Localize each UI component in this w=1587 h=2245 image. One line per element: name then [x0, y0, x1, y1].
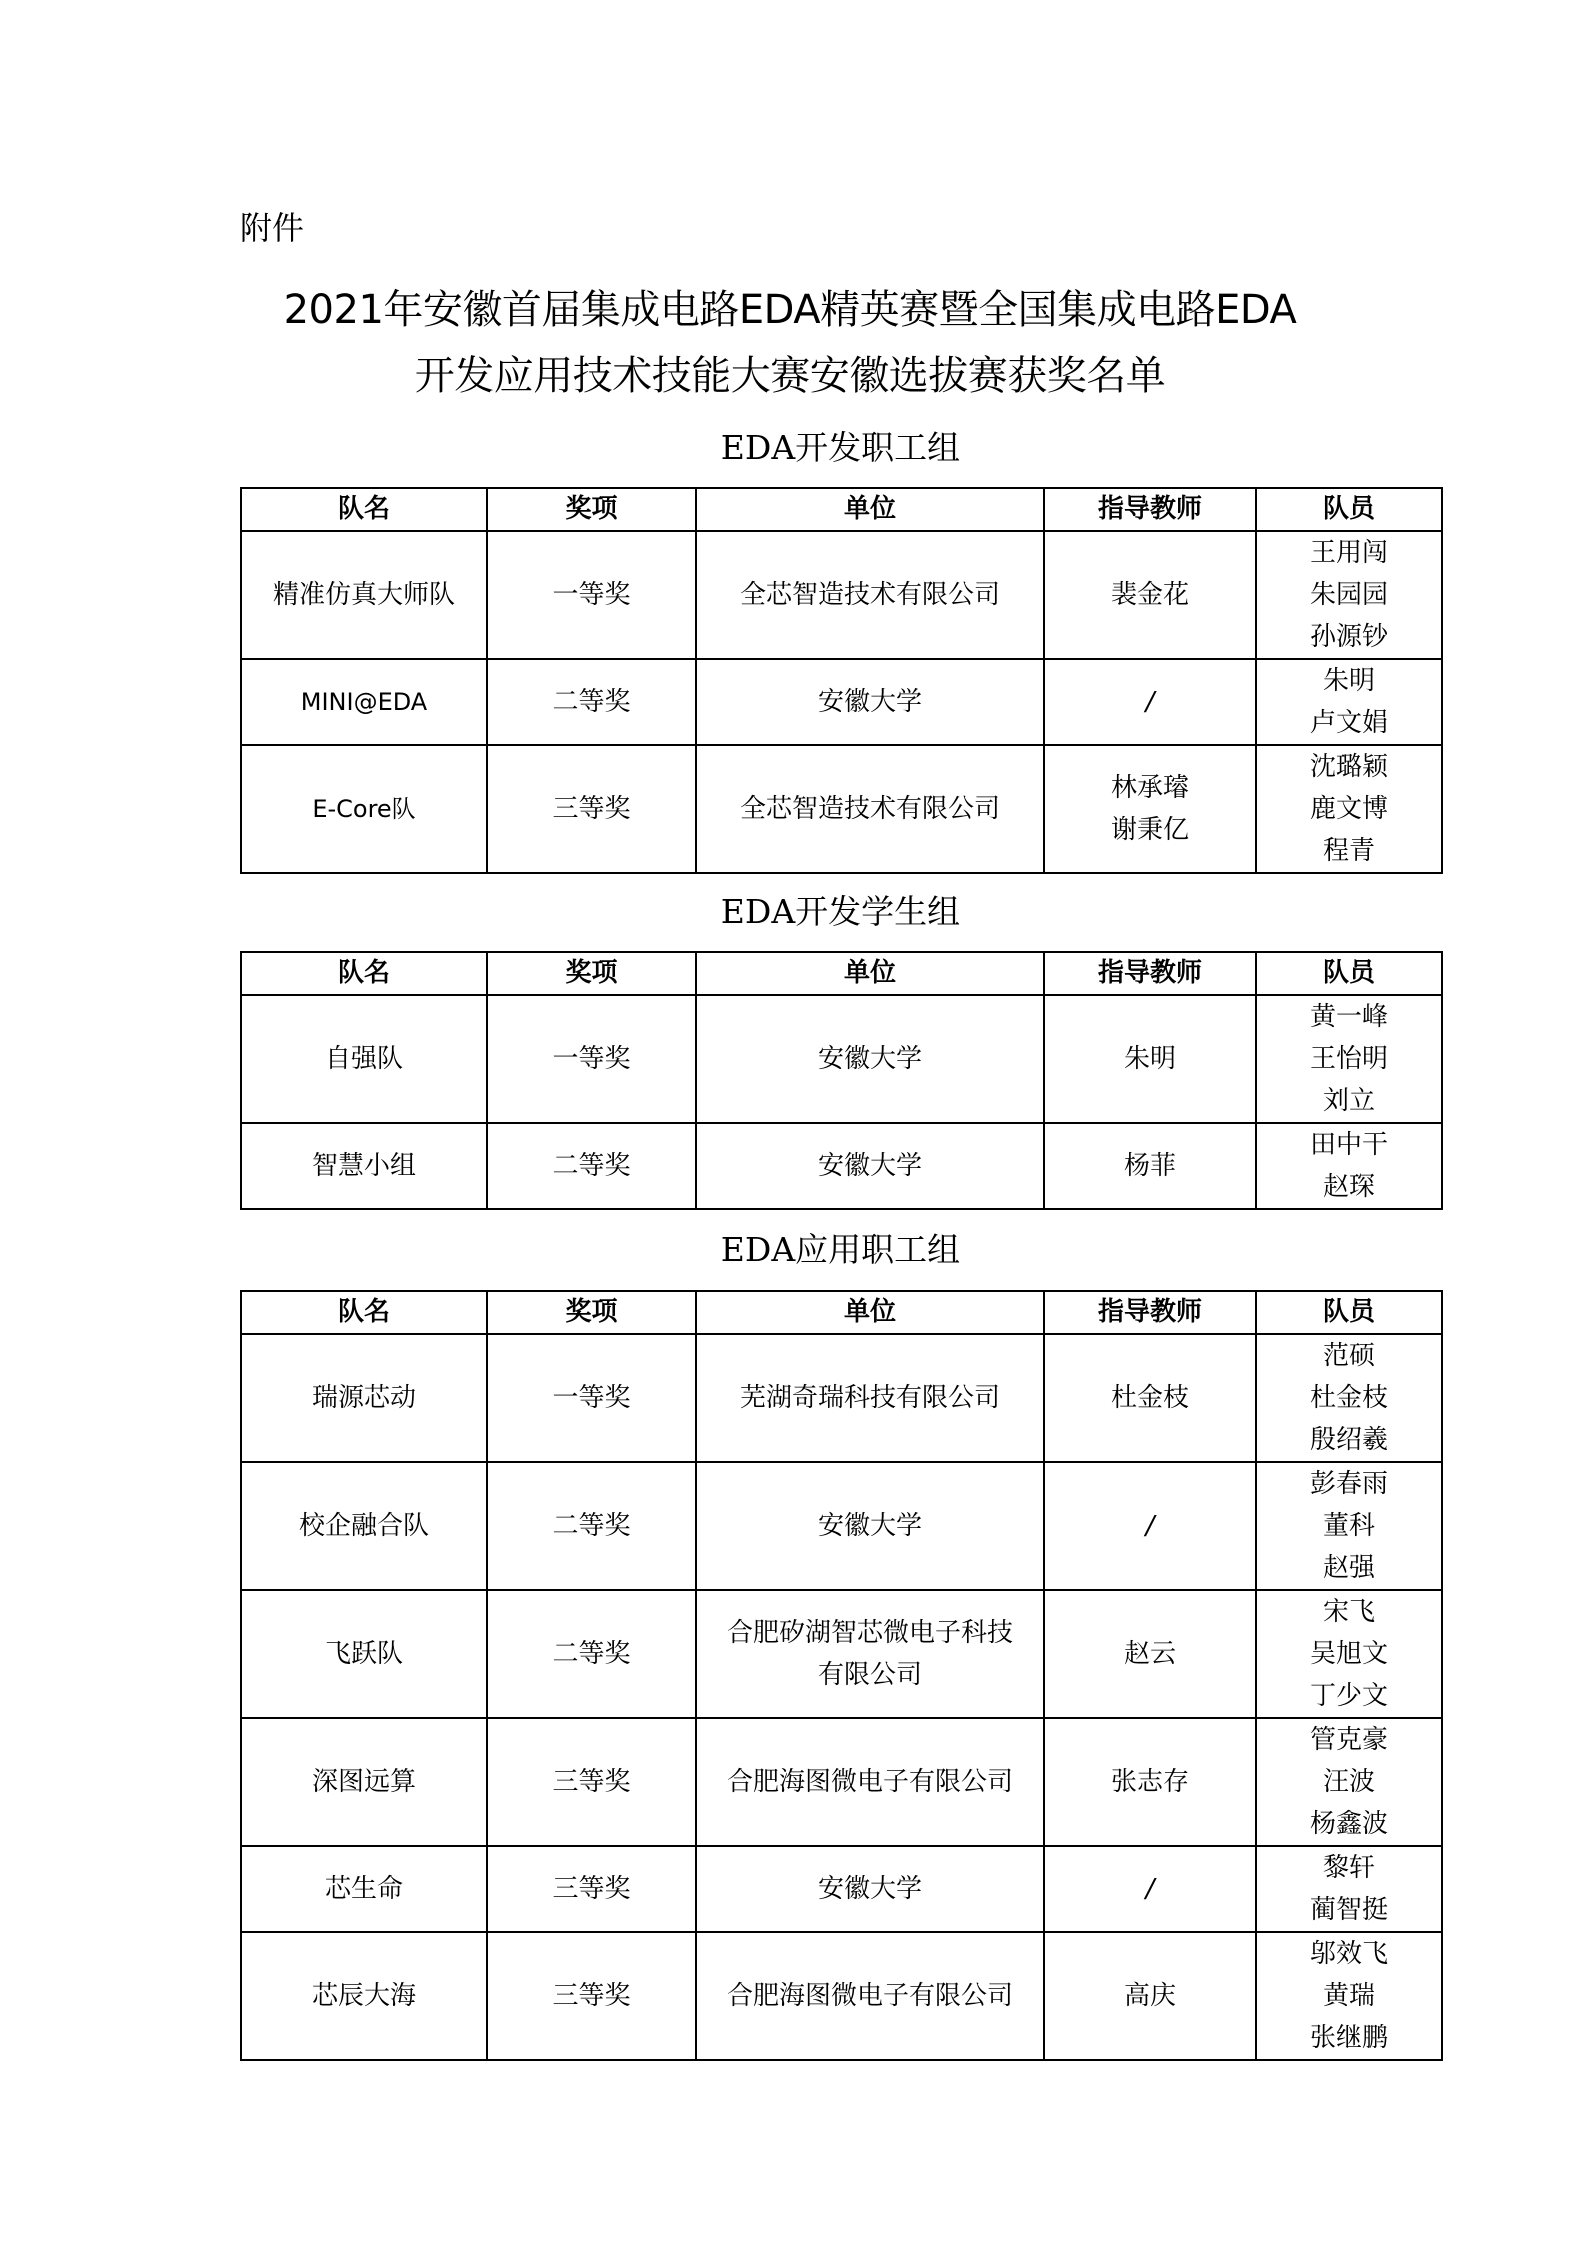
attachment-label: 附件 — [240, 209, 305, 247]
table-header-row — [241, 1291, 1442, 1334]
member-name: 张继鹏 — [1309, 2023, 1388, 2053]
table-header-row — [241, 952, 1442, 995]
column-header-team: 队名 — [241, 1291, 487, 1334]
member-name: 卢文娟 — [1309, 708, 1388, 738]
member-name: 黎轩 — [1322, 1853, 1375, 1883]
advisor — [1044, 1123, 1256, 1209]
table-row — [241, 1932, 1442, 2060]
unit-name: 安徽大学 — [696, 1846, 1044, 1932]
advisor-name: 杜金枝 — [1110, 1383, 1189, 1413]
column-header-award: 奖项 — [487, 488, 696, 531]
award-level: 二等奖 — [487, 1590, 696, 1718]
table-row — [241, 531, 1442, 659]
column-header-advisor: 指导教师 — [1044, 488, 1256, 531]
team-name: E-Core队 — [241, 745, 487, 873]
member-name: 朱明 — [1322, 666, 1375, 696]
members — [1256, 1590, 1442, 1718]
advisor — [1044, 1334, 1256, 1462]
member-name: 王用闯 — [1309, 538, 1388, 568]
document-title-line-1: 2021年安徽首届集成电路EDA精英赛暨全国集成电路EDA — [283, 287, 1297, 333]
award-level: 一等奖 — [487, 1334, 696, 1462]
table-row — [241, 1123, 1442, 1209]
team-name: 芯辰大海 — [241, 1932, 487, 2060]
members — [1256, 1123, 1442, 1209]
members — [1256, 659, 1442, 745]
award-level: 二等奖 — [487, 1123, 696, 1209]
advisor — [1044, 1718, 1256, 1846]
member-name: 鹿文博 — [1309, 794, 1388, 824]
column-header-award: 奖项 — [487, 952, 696, 995]
unit-name: 合肥海图微电子有限公司 — [696, 1932, 1044, 2060]
section-title-dev-student: EDA开发学生组 — [720, 892, 961, 931]
column-header-members: 队员 — [1256, 488, 1442, 531]
advisor — [1044, 1846, 1256, 1932]
section-title-app-staff: EDA应用职工组 — [720, 1230, 961, 1269]
unit-name: 合肥海图微电子有限公司 — [696, 1718, 1044, 1846]
unit-name: 安徽大学 — [696, 659, 1044, 745]
member-name: 丁少文 — [1309, 1681, 1388, 1711]
advisor — [1044, 1462, 1256, 1590]
member-name: 田中干 — [1309, 1130, 1388, 1160]
table-row — [241, 1718, 1442, 1846]
award-level: 一等奖 — [487, 995, 696, 1123]
unit-name: 合肥矽湖智芯微电子科技有限公司 — [696, 1590, 1044, 1718]
member-name: 王怡明 — [1309, 1044, 1388, 1074]
table-row — [241, 659, 1442, 745]
team-name: 自强队 — [241, 995, 487, 1123]
advisor-name: 高庆 — [1123, 1981, 1176, 2011]
column-header-team: 队名 — [241, 488, 487, 531]
award-level: 一等奖 — [487, 531, 696, 659]
member-name: 孙源钞 — [1309, 622, 1388, 652]
column-header-unit: 单位 — [696, 488, 1044, 531]
document-title-line-2: 开发应用技术技能大赛安徽选拔赛获奖名单 — [414, 353, 1166, 399]
member-name: 彭春雨 — [1309, 1469, 1388, 1499]
members — [1256, 1462, 1442, 1590]
unit-name: 安徽大学 — [696, 1462, 1044, 1590]
member-name: 刘立 — [1322, 1086, 1375, 1116]
members — [1256, 745, 1442, 873]
member-name: 殷绍羲 — [1309, 1425, 1388, 1455]
team-name: 芯生命 — [241, 1846, 487, 1932]
table-row — [241, 1846, 1442, 1932]
advisor — [1044, 745, 1256, 873]
award-table-app-staff — [240, 1290, 1443, 2061]
award-level: 三等奖 — [487, 1718, 696, 1846]
table-row — [241, 1590, 1442, 1718]
section-title-dev-staff: EDA开发职工组 — [720, 428, 961, 467]
advisor-name: 谢秉亿 — [1110, 815, 1189, 845]
award-table-dev-staff — [240, 487, 1443, 874]
member-name: 沈璐颖 — [1309, 752, 1388, 782]
member-name: 程青 — [1322, 836, 1375, 866]
table-row — [241, 1334, 1442, 1462]
advisor — [1044, 531, 1256, 659]
advisor-name: 杨菲 — [1123, 1151, 1176, 1181]
column-header-team: 队名 — [241, 952, 487, 995]
team-name: 飞跃队 — [241, 1590, 487, 1718]
advisor-name: 朱明 — [1123, 1044, 1176, 1074]
table-header-row — [241, 488, 1442, 531]
member-name: 杨鑫波 — [1309, 1809, 1388, 1839]
advisor-name: 赵云 — [1123, 1639, 1176, 1669]
award-table-dev-student — [240, 951, 1443, 1210]
member-name: 邬效飞 — [1309, 1939, 1388, 1969]
members — [1256, 995, 1442, 1123]
members — [1256, 1334, 1442, 1462]
member-name: 董科 — [1322, 1511, 1375, 1541]
member-name: 汪波 — [1322, 1767, 1375, 1797]
advisor — [1044, 1932, 1256, 2060]
member-name: 蔺智挺 — [1309, 1895, 1388, 1925]
member-name: 吴旭文 — [1309, 1639, 1388, 1669]
column-header-award: 奖项 — [487, 1291, 696, 1334]
team-name: 智慧小组 — [241, 1123, 487, 1209]
advisor-name: 林承璿 — [1110, 773, 1189, 803]
member-name: 杜金枝 — [1309, 1383, 1388, 1413]
award-level: 三等奖 — [487, 1846, 696, 1932]
member-name: 黄瑞 — [1322, 1981, 1375, 2011]
advisor-name: / — [1145, 687, 1155, 717]
unit-name: 全芯智造技术有限公司 — [696, 531, 1044, 659]
unit-name: 芜湖奇瑞科技有限公司 — [696, 1334, 1044, 1462]
member-name: 宋飞 — [1322, 1597, 1375, 1627]
members — [1256, 1718, 1442, 1846]
member-name: 黄一峰 — [1309, 1002, 1388, 1032]
advisor-name: / — [1145, 1874, 1155, 1904]
award-level: 三等奖 — [487, 1932, 696, 2060]
award-level: 二等奖 — [487, 1462, 696, 1590]
column-header-unit: 单位 — [696, 952, 1044, 995]
members — [1256, 531, 1442, 659]
members — [1256, 1846, 1442, 1932]
team-name: 瑞源芯动 — [241, 1334, 487, 1462]
team-name: 深图远算 — [241, 1718, 487, 1846]
column-header-advisor: 指导教师 — [1044, 1291, 1256, 1334]
unit-name: 全芯智造技术有限公司 — [696, 745, 1044, 873]
member-name: 管克豪 — [1309, 1725, 1388, 1755]
team-name: 精准仿真大师队 — [241, 531, 487, 659]
member-name: 范硕 — [1322, 1341, 1375, 1371]
advisor-name: 张志存 — [1110, 1767, 1189, 1797]
column-header-members: 队员 — [1256, 952, 1442, 995]
advisor — [1044, 1590, 1256, 1718]
team-name: 校企融合队 — [241, 1462, 487, 1590]
award-level: 二等奖 — [487, 659, 696, 745]
member-name: 赵琛 — [1322, 1172, 1375, 1202]
table-row — [241, 995, 1442, 1123]
table-row — [241, 745, 1442, 873]
column-header-advisor: 指导教师 — [1044, 952, 1256, 995]
table-row — [241, 1462, 1442, 1590]
column-header-members: 队员 — [1256, 1291, 1442, 1334]
advisor — [1044, 659, 1256, 745]
award-level: 三等奖 — [487, 745, 696, 873]
advisor-name: / — [1145, 1511, 1155, 1541]
unit-name: 安徽大学 — [696, 995, 1044, 1123]
advisor — [1044, 995, 1256, 1123]
team-name: MINI@EDA — [241, 659, 487, 745]
member-name: 赵强 — [1322, 1553, 1375, 1583]
members — [1256, 1932, 1442, 2060]
advisor-name: 裴金花 — [1110, 580, 1189, 610]
column-header-unit: 单位 — [696, 1291, 1044, 1334]
member-name: 朱园园 — [1309, 580, 1388, 610]
unit-name: 安徽大学 — [696, 1123, 1044, 1209]
